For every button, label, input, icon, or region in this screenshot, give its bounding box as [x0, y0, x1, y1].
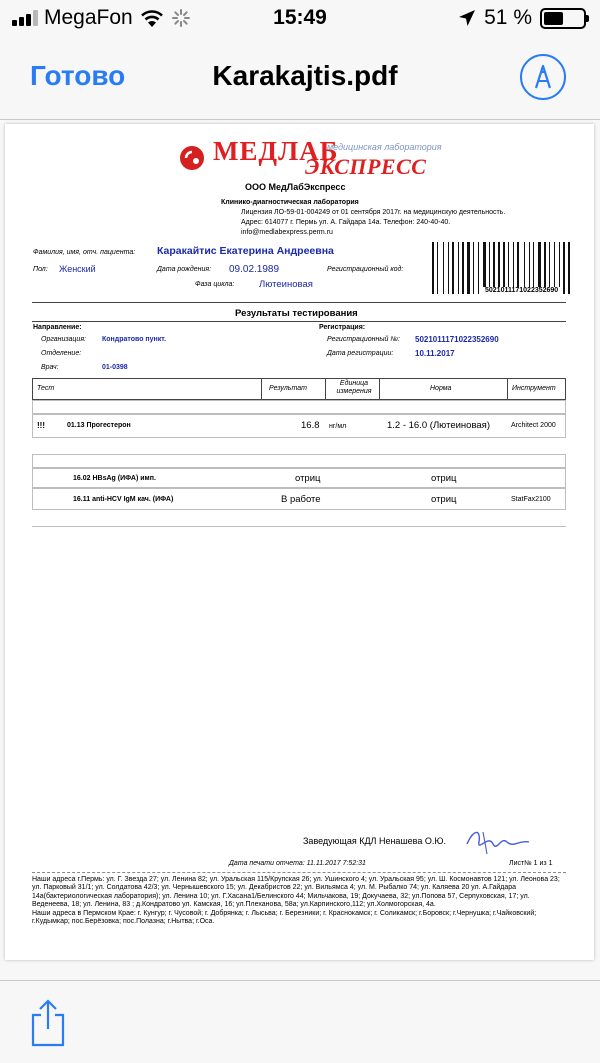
table-row	[32, 468, 566, 488]
test-name: 16.02 HBsAg (ИФА) имп.	[73, 475, 156, 482]
battery-percent: 51 %	[484, 6, 532, 29]
barcode-bar	[478, 242, 479, 294]
reg-code-label: Регистрационный код:	[327, 266, 404, 273]
barcode-bar	[448, 242, 449, 294]
col-test: Тест	[37, 385, 55, 392]
location-arrow-icon	[458, 9, 476, 27]
logo-tagline: медицинская лаборатория	[327, 142, 442, 152]
sex-label: Пол:	[33, 266, 48, 273]
abnormal-flag: !!!	[37, 421, 45, 430]
share-icon	[28, 999, 68, 1047]
test-norm: отриц	[431, 473, 457, 484]
license-text: Лицензия ЛО-59-01-004249 от 01 сентября 2017г. на медицинскую деятельность.	[241, 209, 506, 216]
table-spacer	[32, 454, 566, 468]
col-instrument: Инструмент	[512, 385, 556, 392]
test-instrument: StatFax2100	[511, 496, 551, 503]
test-instrument: Architect 2000	[511, 422, 556, 429]
reg-date-label: Дата регистрации:	[327, 350, 394, 357]
phase-label: Фаза цикла:	[195, 281, 235, 288]
divider	[32, 321, 566, 322]
pdf-page[interactable]	[5, 124, 594, 960]
table-spacer	[32, 400, 566, 414]
barcode-bar	[432, 242, 434, 294]
document-title: Karakajtis.pdf	[212, 60, 398, 91]
organization-value: Кондратово пункт.	[102, 336, 167, 343]
logo-drop-icon	[177, 142, 207, 172]
reg-date-value: 10.11.2017	[415, 349, 455, 358]
divider	[32, 526, 566, 527]
col-result: Результат	[269, 385, 307, 392]
cycle-phase: Лютеиновая	[259, 279, 313, 290]
address-text: Адрес: 614077 г. Пермь ул. А. Гайдара 14а. Телефон: 240-40-40.	[241, 219, 451, 226]
test-name: 01.13 Прогестерон	[67, 422, 131, 429]
results-table-header	[32, 378, 566, 400]
email-text: info@medlabexpress.perm.ru	[241, 229, 333, 236]
barcode-bar	[443, 242, 444, 294]
patient-name-label: Фамилия, имя, отч. пациента:	[33, 249, 136, 256]
test-norm: 1.2 - 16.0 (Лютеиновая)	[387, 420, 490, 431]
barcode-bar	[473, 242, 474, 294]
logo-brand-top: МЕДЛАБ	[213, 136, 339, 166]
col-norm: Норма	[430, 385, 452, 392]
registration-label: Регистрация:	[319, 324, 366, 331]
patient-sex: Женский	[59, 264, 96, 274]
results-title: Результаты тестирования	[235, 308, 358, 319]
doctor-value: 01-0398	[102, 364, 128, 371]
patient-name: Каракайтис Екатерина Андреевна	[157, 245, 334, 257]
doctor-label: Врач:	[41, 364, 59, 371]
test-result: отриц	[295, 473, 321, 484]
dob-label: Дата рождения:	[157, 266, 212, 273]
done-button[interactable]: Готово	[30, 60, 126, 91]
carrier-name: MegaFon	[44, 6, 133, 29]
barcode-bar	[467, 242, 470, 294]
patient-dob: 09.02.1989	[229, 264, 280, 275]
status-time: 15:49	[273, 6, 327, 29]
test-name: 16.11 anti-HCV IgM кач. (ИФА)	[73, 496, 174, 503]
reg-number-value: 5021011171022352690	[415, 335, 499, 344]
status-bar	[0, 0, 600, 38]
barcode-bar	[568, 242, 570, 294]
signature-image	[463, 824, 535, 858]
share-button[interactable]	[28, 999, 68, 1047]
referral-label: Направление:	[33, 324, 82, 331]
department-label: Отделение:	[41, 350, 82, 357]
print-date: Дата печати отчета: 11.11.2017 7:52:31	[229, 860, 366, 867]
divider	[32, 872, 566, 873]
footer-perm-addresses: Наши адреса г.Пермь: ул. Г. Звезда 27; ул. Ленина 82; ул. Уральская 115/Крупская 26; ул. Ушинского 4; ул. Уральская 95; ул. Ш. Космонавтов 121; ул. Леонова 23; ул. Парковый 31/1; ул. Солдатова 42/3; ул. Чернышевского 15; ул. Декабристов 22; ул. Вильямса 4; ул. М. Рыбалко 74; ул. Каляева 20 ул. А.Гайдара 14а(бактериологическая лаборатория); ул. Ленина 10; ул. Г.Хасана1/Белинского 44; Мильчакова, 19; Докучаева, 32; ул.Попова 57, Серпуховская, 17; ул. Веденеева, 18; ул. Ленина, 83 ; д.Кондратово ул. Камская, 16; ул.Плеханова, 58а; ул.Карпинского,112; ул.Холмогорская, 4а.	[32, 876, 560, 909]
battery-level-fill	[544, 12, 563, 25]
test-result: В работе	[281, 494, 321, 505]
barcode-bar	[458, 242, 459, 294]
org-type: Клинико-диагностическая лаборатория	[221, 199, 359, 206]
logo-brand-bottom: ЭКСПРЕСС	[305, 154, 427, 179]
navigation-bar	[0, 38, 600, 120]
status-right-group	[458, 6, 586, 30]
markup-button[interactable]	[520, 54, 566, 100]
test-result: 16.8	[301, 420, 320, 431]
barcode-number: 5021011171022352690	[485, 287, 559, 294]
divider	[32, 302, 566, 303]
organization-label: Организация:	[41, 336, 86, 343]
signature-line: Заведующая КДЛ Ненашева О.Ю.	[303, 836, 446, 846]
sheet-number: Лист№ 1 из 1	[509, 860, 553, 867]
footer-region-addresses: Наши адреса в Пермском Крае: г. Кунгур; г. Чусовой; г. Добрянка; г. Лысьва; г. Березники; г. Краснокамск; г. Соликамск; г.Боровск; г.Чернушка; г.Чайковский; г.Кудымкар; пос.Берёзовка; пос.Полазна; г.Нытва; г.Оса.	[32, 909, 537, 926]
org-name: ООО МедЛабЭкспресс	[245, 182, 346, 192]
footer-addresses	[32, 876, 566, 926]
bottom-toolbar	[0, 980, 600, 1063]
barcode-bar	[437, 242, 438, 294]
markup-pen-icon	[522, 56, 564, 98]
battery-icon	[540, 8, 586, 29]
test-unit: нг/мл	[329, 423, 347, 430]
barcode-bar	[563, 242, 565, 294]
table-row	[32, 488, 566, 510]
reg-number-label: Регистрационный №:	[327, 336, 400, 343]
barcode-bar	[452, 242, 454, 294]
barcode-bar	[462, 242, 464, 294]
table-row	[32, 414, 566, 438]
test-norm: отриц	[431, 494, 457, 505]
col-unit: Единица измерения	[336, 380, 372, 395]
